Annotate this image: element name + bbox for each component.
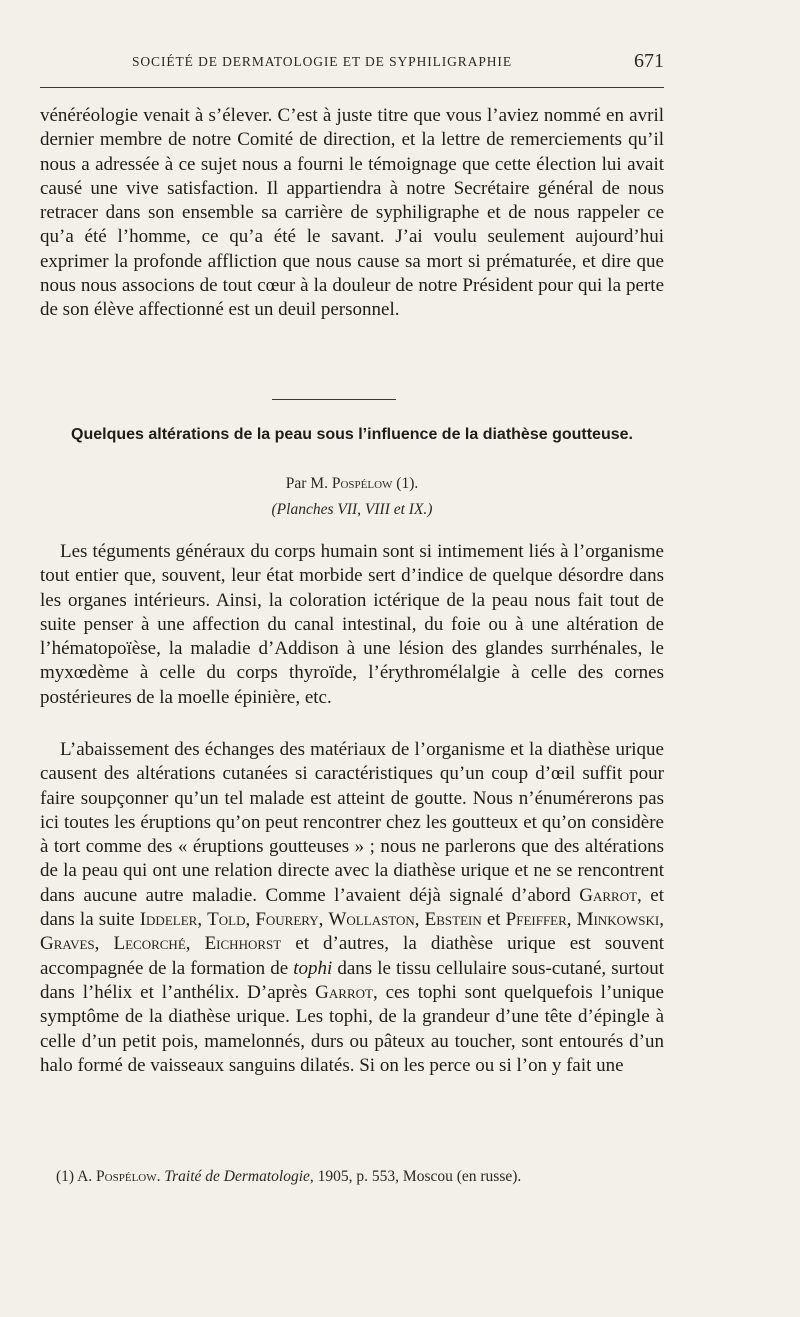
author-pfeiffer: Pfeiffer	[505, 909, 567, 931]
running-header	[40, 50, 664, 74]
author-fourery: Fourery	[255, 909, 319, 931]
author-garrot-2: Garrot	[315, 981, 373, 1003]
byline-author: Pospélow	[331, 475, 393, 492]
plates-reference: (Planches VII, VIII et IX.)	[271, 501, 433, 518]
paragraph-continuation: vénéréologie venait à s’élever. C’est à juste titre que vous l’aviez nommé en avril dernier membre de notre Comité de direction, et la lettre de remerciements qu’il nous a adressée à ce sujet nous a fourni le témoignage que cette élection lui avait causé une vive satisfaction. Il appartiendra à notre Secrétaire général de nous retracer dans son ensemble sa carrière de syphiligraphe et de nous rappeler ce qu’a été l’homme, ce qu’a été le savant. J’ai voulu seulement aujourd’hui exprimer la profonde affliction que nous cause sa mort si prématurée, et dire que nous nous associons de tout cœur à la douleur de notre Président pour qui la perte de son élève affectionné est un deuil personnel.	[40, 105, 664, 321]
author-eichhorst: Eichhorst	[204, 933, 282, 955]
comma: ,	[245, 909, 251, 931]
footnote-author: Pospélow	[96, 1168, 157, 1185]
comma: ,	[566, 909, 572, 931]
footnote-title: Traité de Dermatologie	[164, 1168, 310, 1185]
author-iddeler: Iddeler	[139, 909, 198, 931]
section-separator	[272, 399, 396, 400]
running-title: SOCIÉTÉ DE DERMATOLOGIE ET DE SYPHILIGRAPHIE	[132, 54, 512, 69]
byline-footnote-ref: (1).	[396, 475, 419, 492]
author-lecorche: Lecorché	[113, 933, 186, 955]
byline	[40, 475, 664, 493]
author-garrot: Garrot	[579, 884, 638, 906]
word-et: et	[486, 909, 501, 931]
comma: ,	[414, 909, 420, 931]
footnote-separator: .	[156, 1168, 161, 1185]
comma: ,	[197, 909, 203, 931]
gout-text-5: , ces tophi sont quelquefois l’unique symptôme de la diathèse urique. Les tophi, de la grandeur d’une tête d’épingle à celle d’un petit pois, mamelonnés, durs ou pâteux au toucher, sont entourés d’un halo formé de vaisseaux sanguins dilatés. Si on les perce ou si l’on y fait une	[40, 981, 664, 1076]
article-title: Quelques altérations de la peau sous l’influence de la diathèse goutteuse.	[71, 426, 633, 443]
author-wollaston: Wollaston	[328, 909, 415, 931]
comma: ,	[318, 909, 324, 931]
header-rule	[40, 87, 664, 88]
page-number: 671	[634, 50, 664, 72]
author-ebstein: Ebstein	[424, 909, 482, 931]
paragraph-gout	[40, 738, 664, 1078]
comma: ,	[659, 909, 664, 931]
footnote	[56, 1168, 664, 1186]
gout-text-4: dans le tissu cellulaire sous-cutané, surtout dans l’hélix et l’anthélix. D’après	[40, 957, 664, 1003]
author-minkowski: Minkowski	[576, 909, 660, 931]
comma: ,	[185, 933, 191, 955]
paragraph-intro: Les téguments généraux du corps humain sont si intimement liés à l’organisme tout entier que, souvent, leur état morbide sert d’indice de quelque désordre dans les organes intérieurs. Ainsi, la coloration ictérique de la peau nous fait tout de suite penser à une affection du canal intestinal, du foie ou à une altération de l’hématopoïèse, la maladie d’Addison à une lésion des glandes surrhénales, le myxœdème à celle du corps thyroïde, l’érythromélalgie à celle des cornes postérieures de la moelle épinière, etc.	[40, 541, 664, 708]
footnote-details: , 1905, p. 553, Moscou (en russe).	[309, 1168, 522, 1185]
comma: ,	[94, 933, 100, 955]
word-tophi: tophi	[293, 957, 333, 979]
author-told: Told	[207, 909, 246, 931]
footnote-marker: (1) A.	[56, 1168, 93, 1185]
gout-text-1: L’abaissement des échanges des matériaux de l’organisme et la diathèse urique causent des altérations cutanées si caractéristiques qu’un coup d’œil suffit pour faire soupçonner qu’un tel malade est atteint de goutte. Nous n’énumérerons pas ici toutes les éruptions qu’on peut rencontrer chez les goutteux et qu’on considère à tort comme des « éruptions goutteuses » ; nous ne parlerons que des altérations de la peau qui ont une relation directe avec la diathèse urique et ne se rencontrent dans aucune autre maladie. Comme l’avaient déjà signalé d’abord	[40, 739, 664, 906]
gout-text-2: , et dans la suite	[40, 884, 665, 931]
gout-text-3: et d’autres, la diathèse urique est souvent accompagnée de la formation de	[40, 933, 664, 979]
byline-prefix: Par M.	[285, 475, 328, 492]
author-graves: Graves	[40, 933, 95, 955]
